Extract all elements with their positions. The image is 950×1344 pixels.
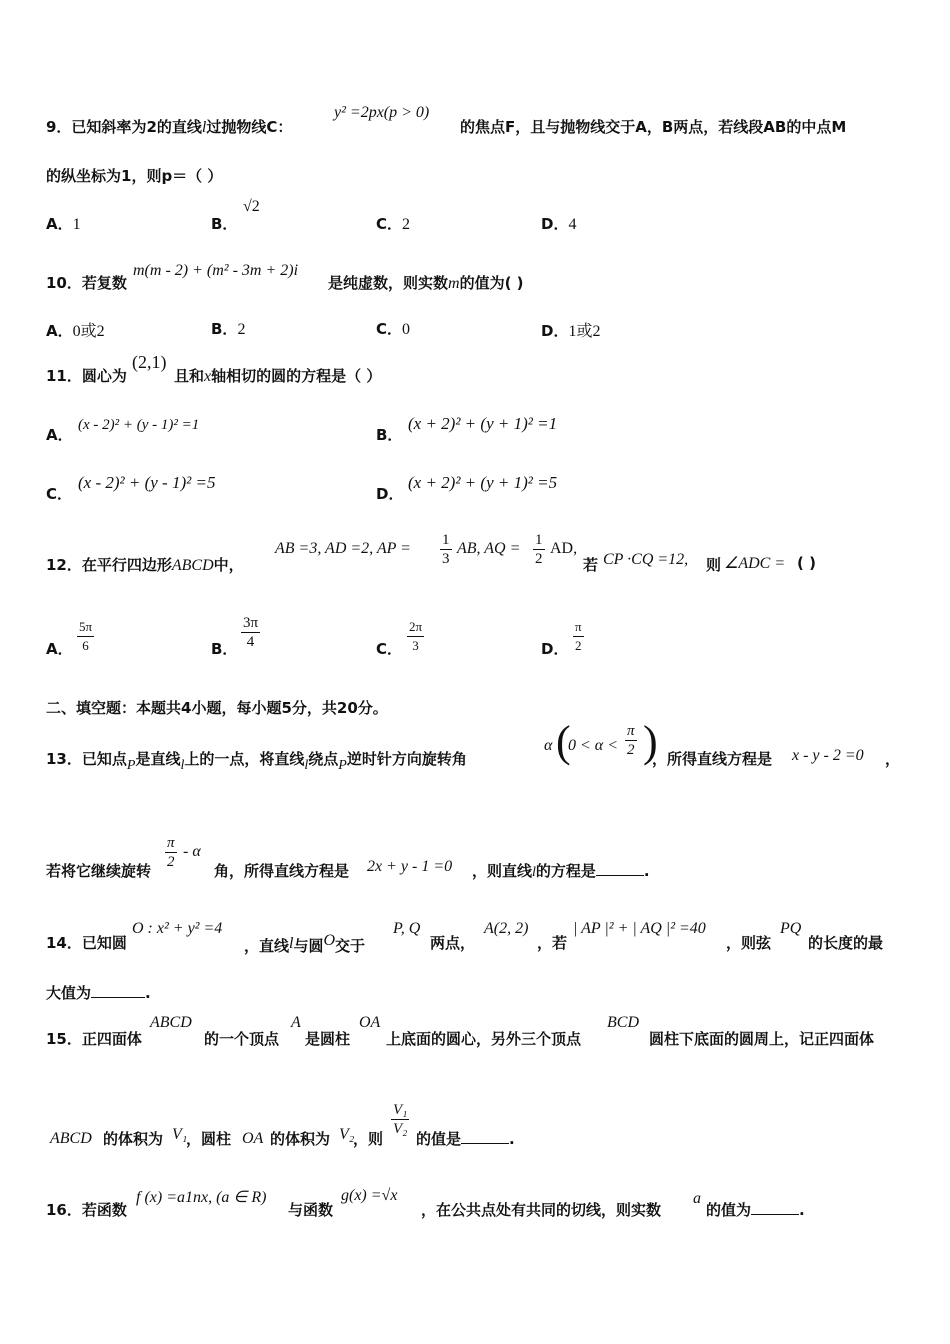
q15-stem-vertex: 的一个顶点 — [204, 1030, 280, 1048]
q11-stem-rest: 且和x轴相切的圆的方程是（ ） — [174, 367, 382, 385]
q10-stem-start: 10．若复数 — [46, 274, 127, 292]
q9-parabola-formula: y² =2px(p > 0) — [334, 104, 430, 121]
q15-v1: V₁ — [172, 1126, 188, 1143]
q11-option-d-value: (x + 2)² + (y + 1)² =5 — [408, 473, 558, 492]
q11-option-a: A． — [46, 426, 73, 444]
q16-stem-end: 的值为 . — [706, 1201, 805, 1219]
q12-given-3: AD, — [550, 540, 578, 557]
q15-stem-base: 上底面的圆心，另外三个顶点 — [386, 1030, 582, 1048]
q14-line2: 大值为 . — [46, 984, 151, 1002]
q11-option-a-value: (x - 2)² + (y - 1)² =1 — [78, 417, 200, 433]
q10-stem-mid: 是纯虚数，则实数m的值为( ) — [328, 274, 524, 292]
q14-stem-start: 14．已知圆 — [46, 934, 127, 952]
q10-complex-formula: m(m - 2) + (m² - 3m + 2)i — [133, 262, 299, 279]
q12-stem-if: 若 — [583, 556, 599, 574]
q13-line2-end: ，则直线l的方程是 . — [472, 862, 650, 880]
q11-option-c: C． — [46, 485, 73, 503]
q12-fraction-one-half: $\frac{1}{2}$ — [535, 532, 543, 567]
q12-given-2: AB, AQ = — [457, 540, 521, 557]
q13-pi-over-2: $\frac{\pi}{2}$ — [627, 723, 635, 758]
q15-abcd: ABCD — [150, 1014, 192, 1031]
q15-bcd: BCD — [607, 1014, 639, 1031]
q14-point-a: A(2, 2) — [484, 920, 529, 937]
q14-stem-line: ，直线l与圆O交于 — [244, 932, 366, 955]
q10-option-d: D．1或2 — [541, 322, 601, 340]
q13-answer-blank[interactable] — [596, 874, 644, 876]
q13-stem-result: ，所得直线方程是 — [652, 750, 773, 768]
q15-ratio: $\frac{\text{V₁}}{\text{V₂}}$ — [393, 1102, 408, 1137]
q11-stem-start: 11．圆心为 — [46, 367, 127, 385]
q14-chord-pq: PQ — [780, 920, 802, 937]
q15-abcd-2: ABCD — [50, 1130, 92, 1147]
q10-option-c: C．0 — [376, 320, 411, 338]
q15-oa: OA — [359, 1014, 381, 1031]
q13-minus-alpha: - α — [183, 843, 201, 860]
q14-stem-if: ，若 — [537, 934, 568, 952]
q13-condition: 0 < α < — [568, 737, 618, 754]
q16-stem-start: 16．若函数 — [46, 1201, 127, 1219]
q15-a: A — [291, 1014, 301, 1031]
q12-option-d: D． — [541, 640, 569, 658]
q9-line1: 9．已知斜率为2的直线l过抛物线C： — [46, 118, 293, 136]
q13-paren-right: ) — [643, 717, 658, 766]
q9-line1-tail: 的焦点F，且与抛物线交于A，B两点，若线段AB的中点M — [460, 118, 847, 136]
q10-option-a: A．0或2 — [46, 322, 105, 340]
q16-stem-tangent: ，在公共点处有共同的切线，则实数 — [421, 1201, 662, 1219]
q12-stem-start: 12．在平行四边形ABCD中， — [46, 556, 244, 574]
q9-option-a: A．1 — [46, 215, 81, 233]
q16-g: g(x) =√x — [341, 1187, 398, 1204]
q15-v2: V₂ — [339, 1126, 355, 1143]
q12-option-a: A． — [46, 640, 73, 658]
q13-equation-1: x - y - 2 =0 — [792, 747, 864, 764]
q15-line2-vol: 的体积为 — [103, 1130, 164, 1148]
q13-alpha: α — [544, 737, 553, 754]
q12-option-d-value: $\frac{\pi}{2}$ — [575, 619, 582, 653]
q14-stem-points: 两点， — [430, 934, 476, 952]
q16-stem-with: 与函数 — [288, 1201, 334, 1219]
q15-line2-vol2: 的体积为 — [270, 1130, 331, 1148]
q15-stem-start: 15．正四面体 — [46, 1030, 142, 1048]
q14-pq: P, Q — [393, 920, 421, 937]
q15-stem-end: 圆柱下底面的圆周上，记正四面体 — [649, 1030, 875, 1048]
q14-condition: | AP |² + | AQ |² =40 — [573, 920, 706, 937]
q13-equation-2: 2x + y - 1 =0 — [367, 858, 453, 875]
q13-line2-start: 若将它继续旋转 — [46, 862, 152, 880]
q16-answer-blank[interactable] — [751, 1213, 799, 1215]
q14-stem-end: 的长度的最 — [808, 934, 884, 952]
q12-stem-then: 则 — [706, 556, 722, 574]
q11-option-b-value: (x + 2)² + (y + 1)² =1 — [408, 414, 558, 433]
q12-given-1: AB =3, AD =2, AP = — [275, 540, 411, 557]
q13-comma: ， — [885, 750, 901, 768]
section-2-heading: 二、填空题：本题共4小题，每小题5分，共20分。 — [46, 699, 388, 717]
q9-option-c: C．2 — [376, 215, 411, 233]
q14-answer-blank[interactable] — [91, 996, 145, 998]
q11-option-b: B． — [376, 426, 403, 444]
q15-answer-blank[interactable] — [461, 1142, 509, 1144]
q11-option-d: D． — [376, 485, 404, 503]
q16-a: a — [693, 1190, 701, 1207]
q11-center: (2,1) — [132, 352, 167, 372]
q10-option-b: B．2 — [211, 320, 246, 338]
q9-line2: 的纵坐标为1，则p＝（ ） — [46, 167, 223, 185]
q15-line2-end: 的值是 . — [416, 1130, 515, 1148]
q12-option-b: B． — [211, 640, 238, 658]
q9-option-b: B． — [211, 215, 238, 233]
q12-dot-product: CP ·CQ =12, — [603, 551, 689, 568]
q12-option-b-value: $\frac{3\pi}{4}$ — [243, 615, 259, 650]
q14-circle: O : x² + y² =4 — [132, 920, 223, 937]
q15-oa-2: OA — [242, 1130, 264, 1147]
q12-stem-end: ( ) — [797, 554, 816, 572]
q12-option-a-value: $\frac{5\pi}{6}$ — [79, 619, 93, 653]
q13-pi-over-2-again: $\frac{\pi}{2}$ — [167, 835, 175, 870]
q13-paren-left: ( — [556, 717, 571, 766]
q15-line2-cyl: ，圆柱 — [186, 1130, 232, 1148]
q12-fraction-one-third: $\frac{1}{3}$ — [442, 532, 450, 567]
q13-line2-mid: 角，所得直线方程是 — [214, 862, 350, 880]
q9-option-d: D．4 — [541, 215, 577, 233]
q15-stem-cyl: 是圆柱 — [305, 1030, 351, 1048]
q14-stem-chord: ，则弦 — [726, 934, 772, 952]
q15-line2-then: ，则 — [353, 1130, 384, 1148]
q9-option-b-value: √2 — [243, 198, 260, 215]
q12-option-c: C． — [376, 640, 403, 658]
q13-line1: 13．已知点P是直线l上的一点，将直线l绕点P逆时针方向旋转角 — [46, 750, 467, 773]
q12-angle: ∠ADC = — [724, 555, 786, 572]
q12-option-c-value: $\frac{2\pi}{3}$ — [409, 619, 423, 653]
q16-f: f (x) =a1nx, (a ∈ R) — [136, 1189, 267, 1206]
q11-option-c-value: (x - 2)² + (y - 1)² =5 — [78, 473, 216, 492]
